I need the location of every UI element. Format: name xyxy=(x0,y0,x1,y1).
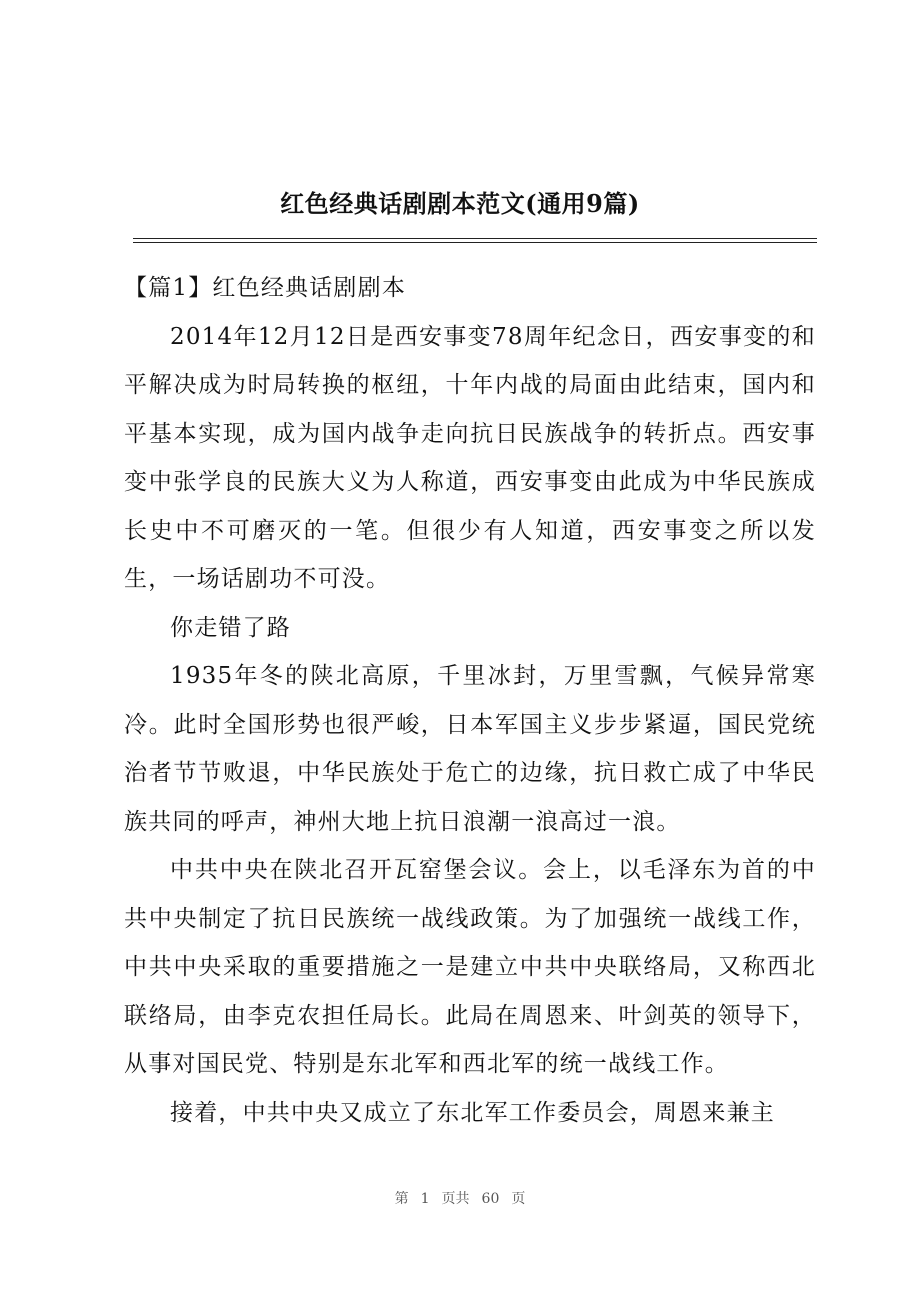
paragraph: 1935年冬的陕北高原，千里冰封，万里雪飘，气候异常寒冷。此时全国形势也很严峻，日本军国主义步步紧逼，国民党统治者节节败退，中华民族处于危亡的边缘，抗日救亡成了中华民族共同的呼声，神州大地上抗日浪潮一浪高过一浪。 xyxy=(124,663,816,835)
section-heading: 【篇1】红色经典话剧剧本 xyxy=(124,275,407,301)
document-body xyxy=(124,264,816,1137)
footer-prefix: 第 xyxy=(394,1191,409,1207)
paragraph: 接着，中共中央又成立了东北军工作委员会，周恩来兼主 xyxy=(170,1099,775,1126)
paragraph: 中共中央在陕北召开瓦窑堡会议。会上，以毛泽东为首的中共中央制定了抗日民族统一战线政策。为了加强统一战线工作，中共中央采取的重要措施之一是建立中共中央联络局，又称西北联络局，由李克农担任局长。此局在周恩来、叶剑英的领导下，从事对国民党、特别是东北军和西北军的统一战线工作。 xyxy=(124,857,816,1077)
document-title: 红色经典话剧剧本范文(通用9篇) xyxy=(280,189,640,218)
page-footer xyxy=(0,1188,920,1208)
footer-page-number: 1 xyxy=(420,1191,430,1207)
footer-middle: 页共 xyxy=(441,1191,470,1207)
title-rule-bottom xyxy=(133,242,817,243)
title-rule-top xyxy=(133,238,817,239)
footer-total-pages: 60 xyxy=(481,1191,500,1207)
footer-suffix: 页 xyxy=(511,1191,526,1207)
paragraph: 2014年12月12日是西安事变78周年纪念日，西安事变的和平解决成为时局转换的枢纽，十年内战的局面由此结束，国内和平基本实现，成为国内战争走向抗日民族战争的转折点。西安事变中张学良的民族大义为人称道，西安事变由此成为中华民族成长史中不可磨灭的一笔。但很少有人知道，西安事变之所以发生，一场话剧功不可没。 xyxy=(124,323,816,592)
paragraph-subtitle: 你走错了路 xyxy=(170,614,291,641)
